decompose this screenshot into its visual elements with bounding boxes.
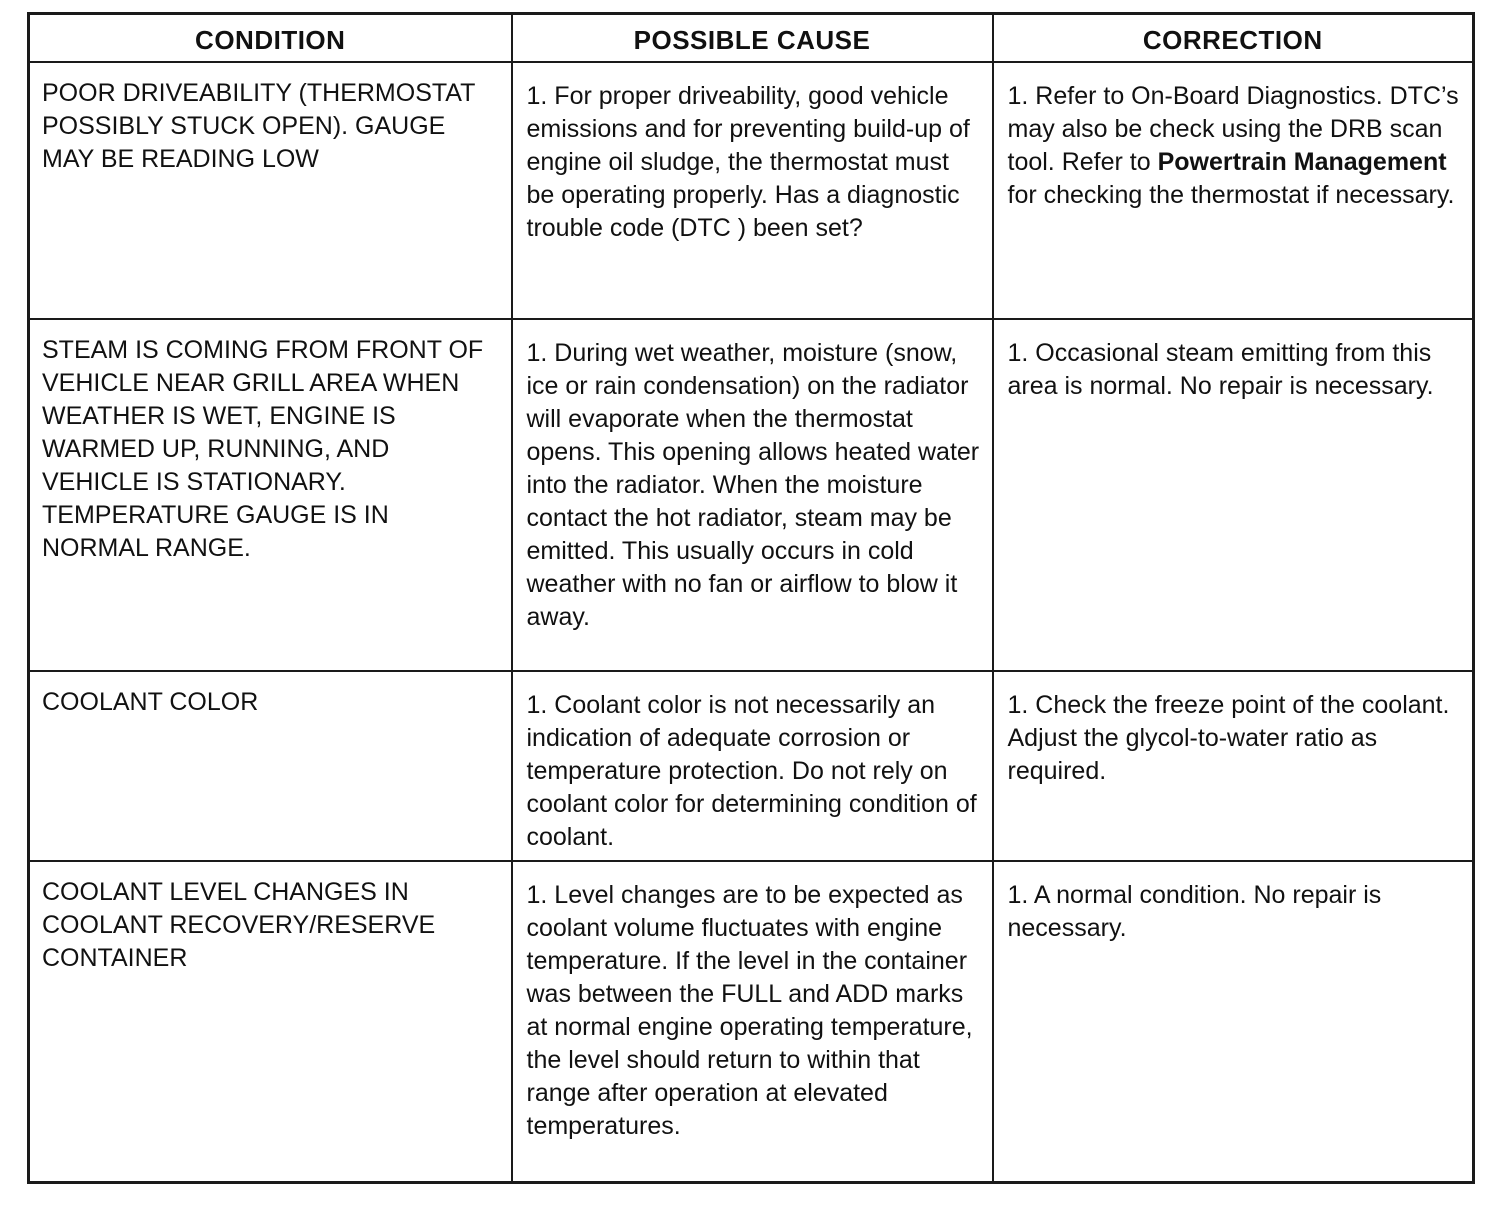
cause-cell: 1. During wet weather, moisture (snow, ice or rain condensation) on the radiator will evaporate when the thermostat opens. This opening allows heated water into the radiator. When the moisture contact the hot radiator, steam may be emitted. This usually occurs in cold weather with no fan or airflow to blow it away. (512, 319, 993, 671)
table-body (29, 62, 1474, 1183)
correction-cell: 1. A normal condition. No repair is necessary. (993, 861, 1474, 1183)
cause-cell: 1. Level changes are to be expected as coolant volume fluctuates with engine temperature. If the level in the container was between the FULL and ADD marks at normal engine operating temperature, the level should return to within that range after operation at elevated temperatures. (512, 861, 993, 1183)
correction-text: 1. Refer to On-Board Diagnostics. DTC’s may also be check using the DRB scan tool. Refer to (1007, 81, 1459, 176)
diagnosis-table (27, 12, 1475, 1184)
header-correction: CORRECTION (993, 14, 1474, 62)
condition-cell: COOLANT LEVEL CHANGES IN COOLANT RECOVERY/RESERVE CONTAINER (29, 861, 512, 1183)
table-row (29, 671, 1474, 861)
header-condition: CONDITION (29, 14, 512, 62)
correction-text: for checking the thermostat if necessary. (1007, 180, 1455, 209)
cause-cell: 1. Coolant color is not necessarily an indication of adequate corrosion or temperature protection. Do not rely on coolant color for determining condition of coolant. (512, 671, 993, 861)
header-possible-cause: POSSIBLE CAUSE (512, 14, 993, 62)
table-header (29, 14, 1474, 62)
table-row (29, 861, 1474, 1183)
header-row (29, 14, 1474, 62)
condition-cell: POOR DRIVEABILITY (THERMOSTAT POSSIBLY STUCK OPEN). GAUGE MAY BE READING LOW (29, 62, 512, 319)
powertrain-management-reference: Powertrain Management (1157, 147, 1447, 176)
condition-cell: STEAM IS COMING FROM FRONT OF VEHICLE NEAR GRILL AREA WHEN WEATHER IS WET, ENGINE IS WARMED UP, RUNNING, AND VEHICLE IS STATIONARY. TEMPERATURE GAUGE IS IN NORMAL RANGE. (29, 319, 512, 671)
correction-cell (993, 62, 1474, 319)
correction-cell: 1. Check the freeze point of the coolant. Adjust the glycol-to-water ratio as required. (993, 671, 1474, 861)
table-row (29, 62, 1474, 319)
cause-cell: 1. For proper driveability, good vehicle emissions and for preventing build-up of engine oil sludge, the thermostat must be operating properly. Has a diagnostic trouble code (DTC ) been set? (512, 62, 993, 319)
table-row (29, 319, 1474, 671)
correction-cell: 1. Occasional steam emitting from this area is normal. No repair is necessary. (993, 319, 1474, 671)
condition-cell: COOLANT COLOR (29, 671, 512, 861)
